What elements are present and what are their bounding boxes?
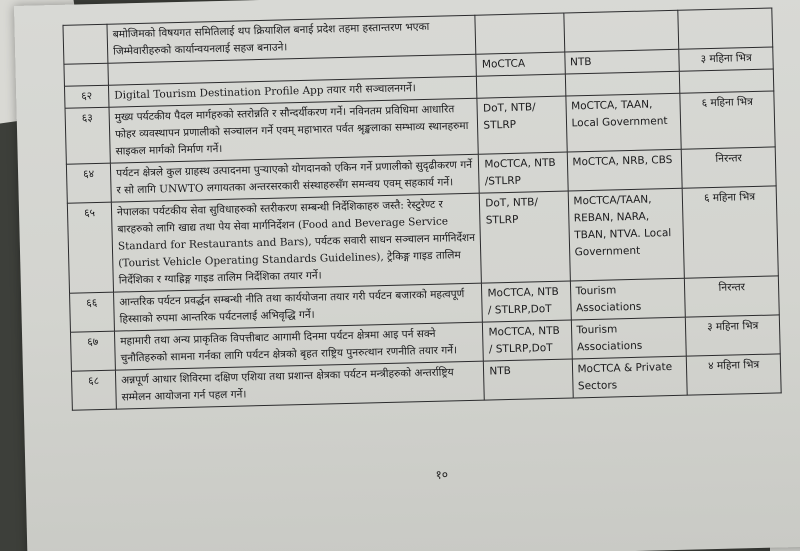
timeline-cell: ३ महिना भित्र: [679, 47, 773, 71]
support-agency-cell: [565, 71, 680, 96]
support-agency-cell: MoCTCA/TAAN, REBAN, NARA, TBAN, NTVA. Local Government: [568, 188, 685, 281]
serial-number: ६३: [65, 107, 110, 164]
timeline-cell: [680, 69, 774, 93]
activity-cell: नेपालका पर्यटकीय सेवा सुविधाहरुको स्तरीकरण सम्बन्धी निर्देशिकाहरु जस्तै: रेस्टुरेण्ट र बारहरुको लागि खाद्य तथा पेय सेवा मार्गनिर्देशन (Food and Beverage Service Standard for Restaurants and Bars), पर्यटक सवारी साधन सञ्चालन मार्गनिर्देशन (Tourist Vehicle Operating Standards Guidelines), ट्रेकिङ्ग गाइड तालिम निर्देशिका र ग्याह्रिङ्ग गाइड तालिम निर्देशिका तयार गर्ने।: [111, 193, 481, 292]
support-agency-cell: [563, 10, 679, 52]
activity-cell: आन्तरिक पर्यटन प्रवर्द्धन सम्बन्धी नीति तथा कार्ययोजना तयार गरी पर्यटन बजारको महत्वपूर्ण हिस्साको रुपमा आन्तरिक पर्यटनलाई अभिवृद्धि गर्ने।: [114, 283, 483, 331]
table-row: [67, 186, 778, 293]
serial-number: [63, 24, 108, 64]
support-agency-cell: Tourism Associations: [570, 278, 686, 320]
support-agency-cell: MoCTCA, TAAN, Local Government: [565, 93, 681, 152]
support-agency-cell: Tourism Associations: [571, 317, 687, 359]
activity-cell: अन्नपूर्ण आधार शिविरमा दक्षिण एशिया तथा प्रशान्त क्षेत्रका पर्यटन मन्त्रीहरुको अन्तर्राष्ट्रिय सम्मेलन आयोजना गर्न पहल गर्ने।: [115, 361, 484, 409]
serial-number: ६४: [66, 163, 111, 203]
serial-number: ६७: [70, 331, 115, 371]
activity-cell: बमोजिमको विषयगत समितिलाई थप क्रियाशिल बनाई प्रदेश तहमा हस्तान्तरण भएका जिम्मेवारीहरुको कार्यान्वयनलाई सहज बनाउने।: [107, 15, 476, 63]
timeline-cell: ३ महिना भित्र: [686, 315, 781, 356]
timeline-cell: [678, 8, 773, 49]
lead-agency-cell: DoT, NTB/ STLRP: [480, 191, 570, 283]
document-page: [14, 0, 800, 551]
serial-number: ६८: [71, 370, 116, 410]
timeline-cell: निरन्तर: [682, 147, 777, 188]
serial-number: ६६: [70, 292, 115, 332]
lead-agency-cell: MoCTCA, NTB /STLRP: [479, 152, 568, 193]
lead-agency-cell: MoCTCA, NTB / STLRP,DoT: [483, 320, 572, 361]
serial-number: [64, 63, 109, 86]
lead-agency-cell: [475, 13, 564, 54]
lead-agency-cell: [477, 74, 566, 98]
timeline-cell: ६ महिना भित्र: [680, 91, 775, 149]
lead-agency-cell: MoCTCA: [476, 52, 565, 76]
lead-agency-cell: DoT, NTB/ STLRP: [477, 96, 566, 154]
activity-cell: Digital Tourism Destination Profile App तयार गरी सञ्चालनगर्ने।: [108, 76, 477, 107]
support-agency-cell: MoCTCA & Private Sectors: [572, 356, 688, 398]
page-number: १०: [435, 467, 449, 482]
timeline-cell: ४ महिना भित्र: [687, 354, 782, 395]
timeline-cell: निरन्तर: [685, 276, 780, 317]
activity-cell: पर्यटन क्षेत्रले कुल ग्राहस्थ उत्पादनमा पुऱ्याएको योगदानको एकिन गर्ने प्रणालीको सुदृढीकरण गर्ने र सो लागि UNWTO लगायतका अन्तरसरकारी संस्थाहरुसँग समन्वय एवम् सहकार्य गर्ने।: [110, 154, 479, 202]
activity-cell: मुख्य पर्यटकीय पैदल मार्गहरुको स्तरोन्नति र सौन्दर्यीकरण गर्ने। नविनतम प्रविधिमा आधारित फोहर व्यवस्थापन प्रणालीको सञ्चालन गर्ने एवम् महाभारत पर्वत श्रृङ्खलाका सम्भाव्य स्थानहरुमा साइकल मार्गको निर्माण गर्ने।: [109, 98, 479, 163]
serial-number: ६२: [64, 85, 109, 108]
lead-agency-cell: NTB: [484, 359, 573, 400]
timeline-cell: ६ महिना भित्र: [683, 186, 779, 278]
lead-agency-cell: MoCTCA, NTB / STLRP,DoT: [482, 281, 571, 322]
serial-number: ६५: [67, 202, 113, 293]
action-plan-table: [62, 7, 781, 410]
activity-cell: महामारी तथा अन्य प्राकृतिक विपत्तीबाट आगामी दिनमा पर्यटन क्षेत्रमा आइ पर्न सक्ने चुनौतिहरुको सामना गर्नका लागि पर्यटन क्षेत्रको बृहत राष्ट्रिय पुनरुत्थान रणनीति तयार गर्ने।: [115, 322, 484, 370]
support-agency-cell: NTB: [564, 49, 679, 74]
support-agency-cell: MoCTCA, NRB, CBS: [567, 149, 683, 191]
